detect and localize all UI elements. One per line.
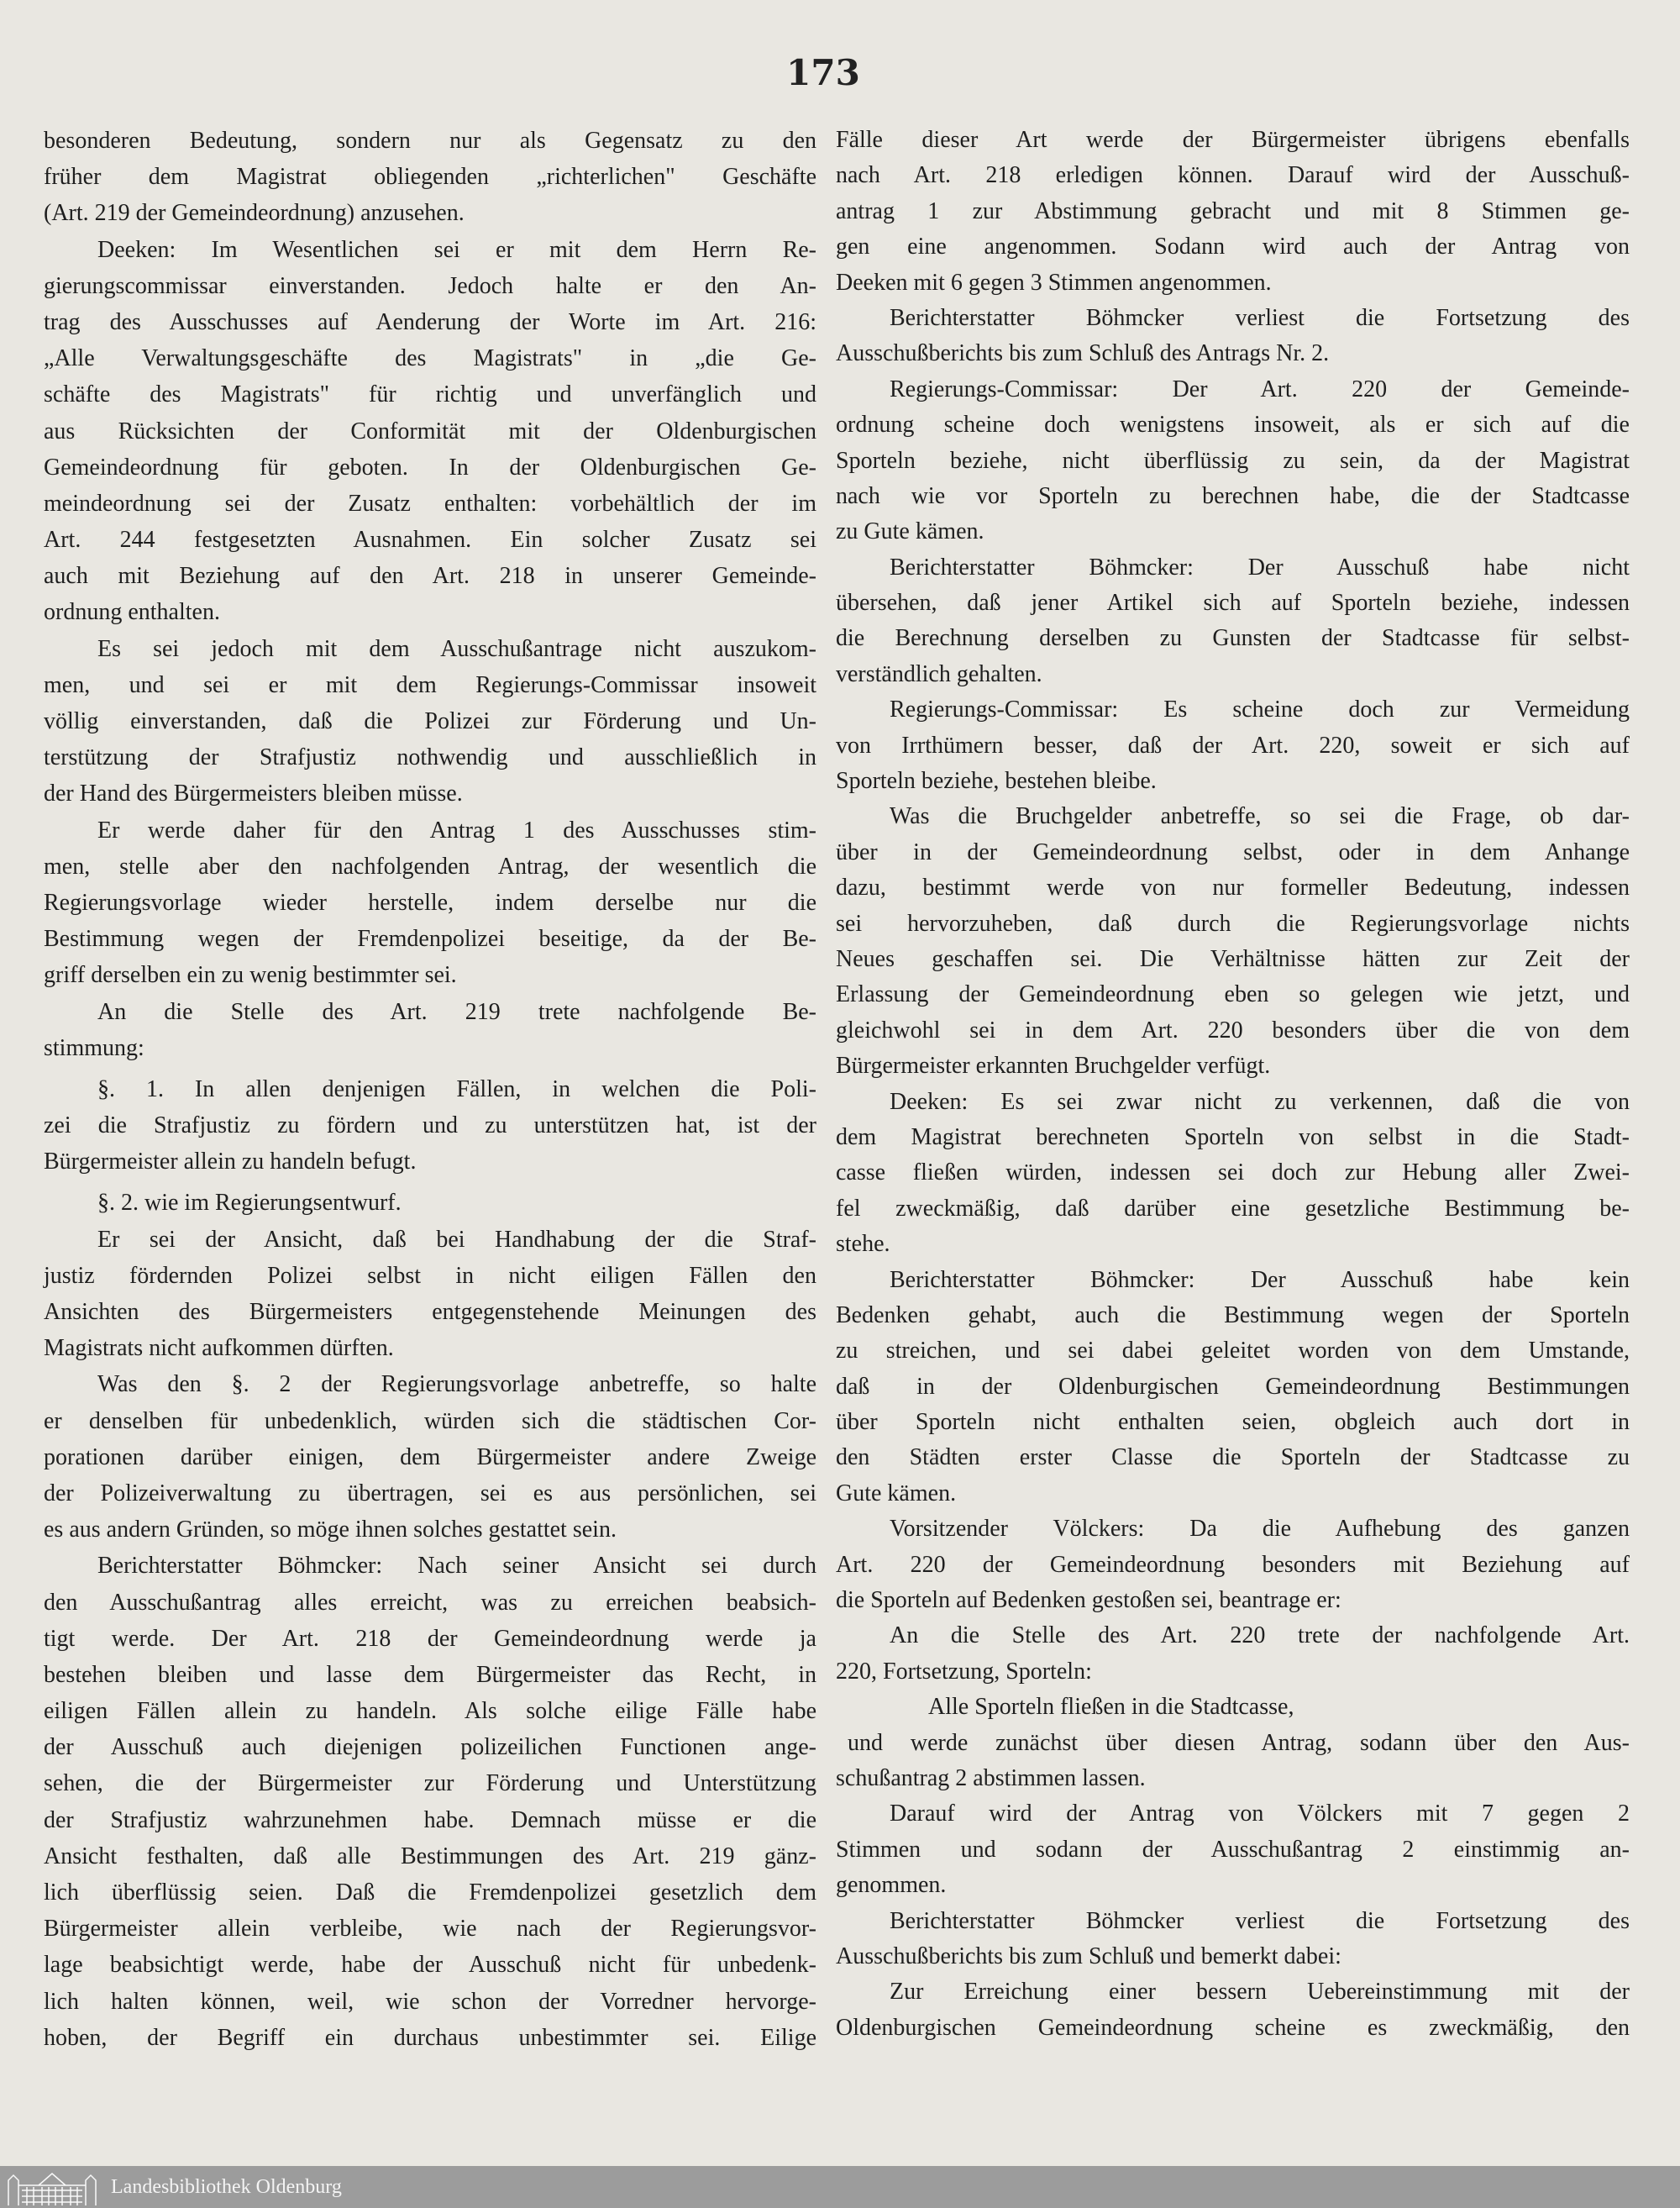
text-line: zu Gute kämen. (836, 518, 984, 545)
text-line: schußantrag 2 abstimmen lassen. (836, 1764, 1146, 1791)
text-line: Regierungsvorlage wieder herstelle, indem derselbe nur die (44, 889, 816, 916)
text-line: casse fließen würden, indessen sei doch zur Hebung aller Zwei- (836, 1159, 1630, 1186)
paragraph (44, 812, 816, 994)
text-line: Er sei der Ansicht, daß bei Handhabung der die Straf- (97, 1226, 816, 1253)
text-line: An die Stelle des Art. 219 trete nachfolgende Be- (97, 998, 816, 1025)
paragraph (836, 1974, 1630, 2046)
text-line: 220, Fortsetzung, Sporteln: (836, 1658, 1092, 1685)
text-line: men, und sei er mit dem Regierungs-Commissar insoweit (44, 671, 816, 698)
text-line: hoben, der Begriff ein durchaus unbestimmter sei. Eilige (44, 2024, 816, 2051)
library-building-icon (5, 2169, 99, 2205)
paragraph (44, 631, 816, 812)
text-line: men, stelle aber den nachfolgenden Antrag, der wesentlich die (44, 853, 816, 880)
text-line: Fälle dieser Art werde der Bürgermeister übrigens ebenfalls (836, 127, 1630, 153)
text-line: lich überflüssig seien. Daß die Fremdenpolizei gesetzlich dem (44, 1879, 816, 1906)
text-line: „Alle Verwaltungsgeschäfte des Magistrats" in „die Ge- (44, 345, 816, 372)
paragraph (836, 1726, 1630, 1797)
paragraph (836, 301, 1630, 372)
paragraph (44, 1366, 816, 1548)
text-line: nach Art. 218 erledigen können. Darauf wird der Ausschuß- (836, 162, 1630, 189)
text-line: Er werde daher für den Antrag 1 des Ausschusses stim- (97, 817, 816, 844)
text-line: justiz fördernden Polizei selbst in nicht eiligen Fällen den (44, 1262, 816, 1289)
text-line: der Hand des Bürgermeisters bleiben müsse. (44, 781, 463, 807)
paragraph (836, 1618, 1630, 1690)
paragraph (836, 123, 1630, 301)
text-line: früher dem Magistrat obliegenden „richterlichen" Geschäfte (44, 164, 816, 191)
text-line: Sporteln beziehe, nicht überflüssig zu sein, da der Magistrat (836, 447, 1630, 474)
paragraph (836, 1904, 1630, 1975)
text-line: den Städten erster Classe die Sporteln der Stadtcasse zu (836, 1444, 1630, 1471)
paragraph (836, 692, 1630, 799)
text-line: von Irrthümern besser, daß der Art. 220, soweit er sich auf (836, 732, 1630, 759)
text-line: stehe. (836, 1231, 890, 1258)
text-line: auch mit Beziehung auf den Art. 218 in unserer Gemeinde- (44, 563, 816, 590)
text-line: schäfte des Magistrats" für richtig und unverfänglich und (44, 381, 816, 408)
text-line: der Strafjustiz wahrzunehmen habe. Demnach müsse er die (44, 1806, 816, 1833)
paragraph (836, 372, 1630, 550)
text-line: Berichterstatter Böhmcker verliest die Fortsetzung des (890, 304, 1630, 331)
text-line: Gute kämen. (836, 1480, 957, 1506)
text-line: eiligen Fällen allein zu handeln. Als solche eilige Fälle habe (44, 1698, 816, 1725)
text-line: es aus andern Gründen, so möge ihnen solches gestattet sein. (44, 1517, 617, 1543)
text-line: Berichterstatter Böhmcker: Nach seiner Ansicht sei durch (97, 1553, 816, 1580)
paragraph (44, 994, 816, 1066)
text-line: zei die Strafjustiz zu fördern und zu unterstützen hat, ist der (44, 1112, 816, 1139)
paragraph (836, 799, 1630, 1084)
footer-bar (0, 2166, 1680, 2208)
text-line: terstützung der Strafjustiz nothwendig und ausschließlich in (44, 744, 816, 771)
text-line: völlig einverstanden, daß die Polizei zur Förderung und Un- (44, 708, 816, 734)
text-line: über Sporteln nicht enthalten seien, obgleich auch dort in (836, 1409, 1630, 1436)
text-line: Darauf wird der Antrag von Völckers mit 7 gegen 2 (890, 1801, 1630, 1827)
paragraph (44, 123, 816, 232)
text-line: Deeken: Im Wesentlichen sei er mit dem Herrn Re- (97, 236, 816, 263)
text-line: er denselben für unbedenklich, würden sich die städtischen Cor- (44, 1407, 816, 1434)
text-line: daß in der Oldenburgischen Gemeindeordnung Bestimmungen (836, 1373, 1630, 1400)
text-line: Bürgermeister erkannten Bruchgelder verfügt. (836, 1053, 1271, 1080)
text-line: sehen, die der Bürgermeister zur Förderung und Unterstützung (44, 1770, 816, 1797)
text-line: Berichterstatter Böhmcker verliest die Fortsetzung des (890, 1907, 1630, 1934)
text-line: (Art. 219 der Gemeindeordnung) anzusehen. (44, 200, 465, 227)
text-line: Bestimmung wegen der Fremdenpolizei beseitige, da der Be- (44, 926, 816, 953)
text-line: lich halten können, weil, wie schon der Vorredner hervorge- (44, 1988, 816, 2015)
text-line: antrag 1 zur Abstimmung gebracht und mit 8 Stimmen ge- (836, 197, 1630, 224)
text-line: dem Magistrat berechneten Sporteln von selbst in die Stadt- (836, 1123, 1630, 1150)
text-line: bestehen bleiben und lasse dem Bürgermeister das Recht, in (44, 1661, 816, 1688)
paragraph (836, 1690, 1630, 1725)
text-line: gleichwohl sei in dem Art. 220 besonders über die von dem (836, 1017, 1630, 1044)
text-line: verständlich gehalten. (836, 660, 1042, 687)
text-line: Ausschußberichts bis zum Schluß des Antrags Nr. 2. (836, 340, 1330, 367)
left-column (44, 123, 816, 2056)
text-line: tigt werde. Der Art. 218 der Gemeindeordnung werde ja (44, 1625, 816, 1652)
text-line: gen eine angenommen. Sodann wird auch der Antrag von (836, 234, 1630, 260)
page-number: 173 (786, 52, 860, 93)
text-line: fel zweckmäßig, daß darüber eine gesetzliche Bestimmung be- (836, 1195, 1630, 1222)
text-line: die Sporteln auf Bedenken gestoßen sei, beantrage er: (836, 1587, 1341, 1614)
text-line: Regierungs-Commissar: Der Art. 220 der Gemeinde- (890, 376, 1630, 402)
paragraph (44, 232, 816, 631)
right-column (836, 123, 1630, 2046)
text-line: §. 1. In allen denjenigen Fällen, in welchen die Poli- (97, 1075, 816, 1102)
text-line: zu streichen, und sei dabei geleitet worden von dem Umstande, (836, 1338, 1630, 1364)
text-line: Sporteln beziehe, bestehen bleibe. (836, 768, 1157, 795)
text-line: Bürgermeister allein zu handeln befugt. (44, 1149, 417, 1175)
text-line: Gemeindeordnung für geboten. In der Oldenburgischen Ge- (44, 454, 816, 481)
paragraph (836, 1511, 1630, 1618)
paragraph (836, 1085, 1630, 1263)
text-line: Deeken mit 6 gegen 3 Stimmen angenommen. (836, 269, 1272, 296)
library-name: Landesbibliothek Oldenburg (111, 2175, 342, 2198)
text-line: porationen darüber einigen, dem Bürgermeister andere Zweige (44, 1443, 816, 1470)
text-line: der Ausschuß auch diejenigen polizeilichen Functionen ange- (44, 1734, 816, 1761)
text-line: Magistrats nicht aufkommen dürften. (44, 1335, 394, 1362)
text-line: Alle Sporteln fließen in die Stadtcasse, (928, 1694, 1294, 1721)
text-line: aus Rücksichten der Conformität mit der Oldenburgischen (44, 418, 816, 444)
text-line: trag des Ausschusses auf Aenderung der Worte im Art. 216: (44, 308, 816, 335)
text-line: Was den §. 2 der Regierungsvorlage anbetreffe, so halte (97, 1371, 816, 1398)
text-line: Ansicht festhalten, daß alle Bestimmungen des Art. 219 gänz- (44, 1843, 816, 1869)
text-line: stimmung: (44, 1034, 144, 1061)
paragraph (836, 1796, 1630, 1903)
text-line: Was die Bruchgelder anbetreffe, so sei die Frage, ob dar- (890, 803, 1630, 830)
text-line: den Ausschußantrag alles erreicht, was zu erreichen beabsich- (44, 1589, 816, 1616)
text-line: gierungscommissar einverstanden. Jedoch halte er den An- (44, 272, 816, 299)
text-line: besonderen Bedeutung, sondern nur als Gegensatz zu den (44, 128, 816, 154)
text-line: Vorsitzender Völckers: Da die Aufhebung des ganzen (890, 1516, 1630, 1543)
text-line: griff derselben ein zu wenig bestimmter sei. (44, 962, 457, 989)
text-line: übersehen, daß jener Artikel sich auf Sporteln beziehe, indessen (836, 590, 1630, 617)
text-line: nach wie vor Sporteln zu berechnen habe, die der Stadtcasse (836, 482, 1630, 509)
text-line: ordnung scheine doch wenigstens insoweit, als er sich auf die (836, 412, 1630, 439)
text-line: Art. 244 festgesetzten Ausnahmen. Ein solcher Zusatz sei (44, 527, 816, 554)
text-line: der Polizeiverwaltung zu übertragen, sei es aus persönlichen, sei (44, 1480, 816, 1506)
paragraph (44, 1222, 816, 1367)
paragraph (836, 550, 1630, 693)
text-line: dazu, bestimmt werde von nur formeller Bedeutung, indessen (836, 875, 1630, 902)
text-line: genommen. (836, 1872, 947, 1899)
text-line: Berichterstatter Böhmcker: Der Ausschuß habe nicht (890, 554, 1630, 581)
text-line: Deeken: Es sei zwar nicht zu verkennen, daß die von (890, 1088, 1630, 1115)
text-line: Neues geschaffen sei. Die Verhältnisse hätten zur Zeit der (836, 945, 1630, 972)
text-line: lage beabsichtigt werde, habe der Ausschuß nicht für unbedenk- (44, 1952, 816, 1979)
text-line: die Berechnung derselben zu Gunsten der Stadtcasse für selbst- (836, 625, 1630, 652)
paragraph (836, 1263, 1630, 1512)
text-line: §. 2. wie im Regierungsentwurf. (97, 1190, 402, 1217)
paragraph (44, 1548, 816, 2056)
paragraph (44, 1185, 816, 1221)
text-line: über in der Gemeindeordnung selbst, oder in dem Anhange (836, 839, 1630, 865)
text-line: Bürgermeister allein verbleibe, wie nach der Regierungsvor- (44, 1916, 816, 1943)
text-line: Stimmen und sodann der Ausschußantrag 2 einstimmig an- (836, 1836, 1630, 1863)
text-line: Bedenken gehabt, auch die Bestimmung wegen der Sporteln (836, 1301, 1630, 1328)
text-line: Ansichten des Bürgermeisters entgegenstehende Meinungen des (44, 1299, 816, 1325)
text-line: Zur Erreichung einer bessern Uebereinstimmung mit der (890, 1979, 1630, 2006)
text-line: ordnung enthalten. (44, 599, 220, 626)
text-line: meindeordnung sei der Zusatz enthalten: vorbehältlich der im (44, 490, 816, 517)
text-line: Berichterstatter Böhmcker: Der Ausschuß habe kein (890, 1266, 1630, 1293)
text-line: und werde zunächst über diesen Antrag, sodann über den Aus- (848, 1729, 1630, 1756)
text-line: Es sei jedoch mit dem Ausschußantrage nicht auszukom- (97, 635, 816, 662)
text-line: sei hervorzuheben, daß durch die Regierungsvorlage nichts (836, 910, 1630, 937)
text-line: Ausschußberichts bis zum Schluß und bemerkt dabei: (836, 1943, 1341, 1969)
paragraph (44, 1071, 816, 1180)
text-line: An die Stelle des Art. 220 trete der nachfolgende Art. (890, 1622, 1630, 1649)
text-line: Erlassung der Gemeindeordnung eben so gelegen wie jetzt, und (836, 981, 1630, 1008)
text-line: Oldenburgischen Gemeindeordnung scheine es zweckmäßig, den (836, 2014, 1630, 2041)
text-line: Art. 220 der Gemeindeordnung besonders mit Beziehung auf (836, 1551, 1630, 1578)
text-line: Regierungs-Commissar: Es scheine doch zur Vermeidung (890, 697, 1630, 723)
